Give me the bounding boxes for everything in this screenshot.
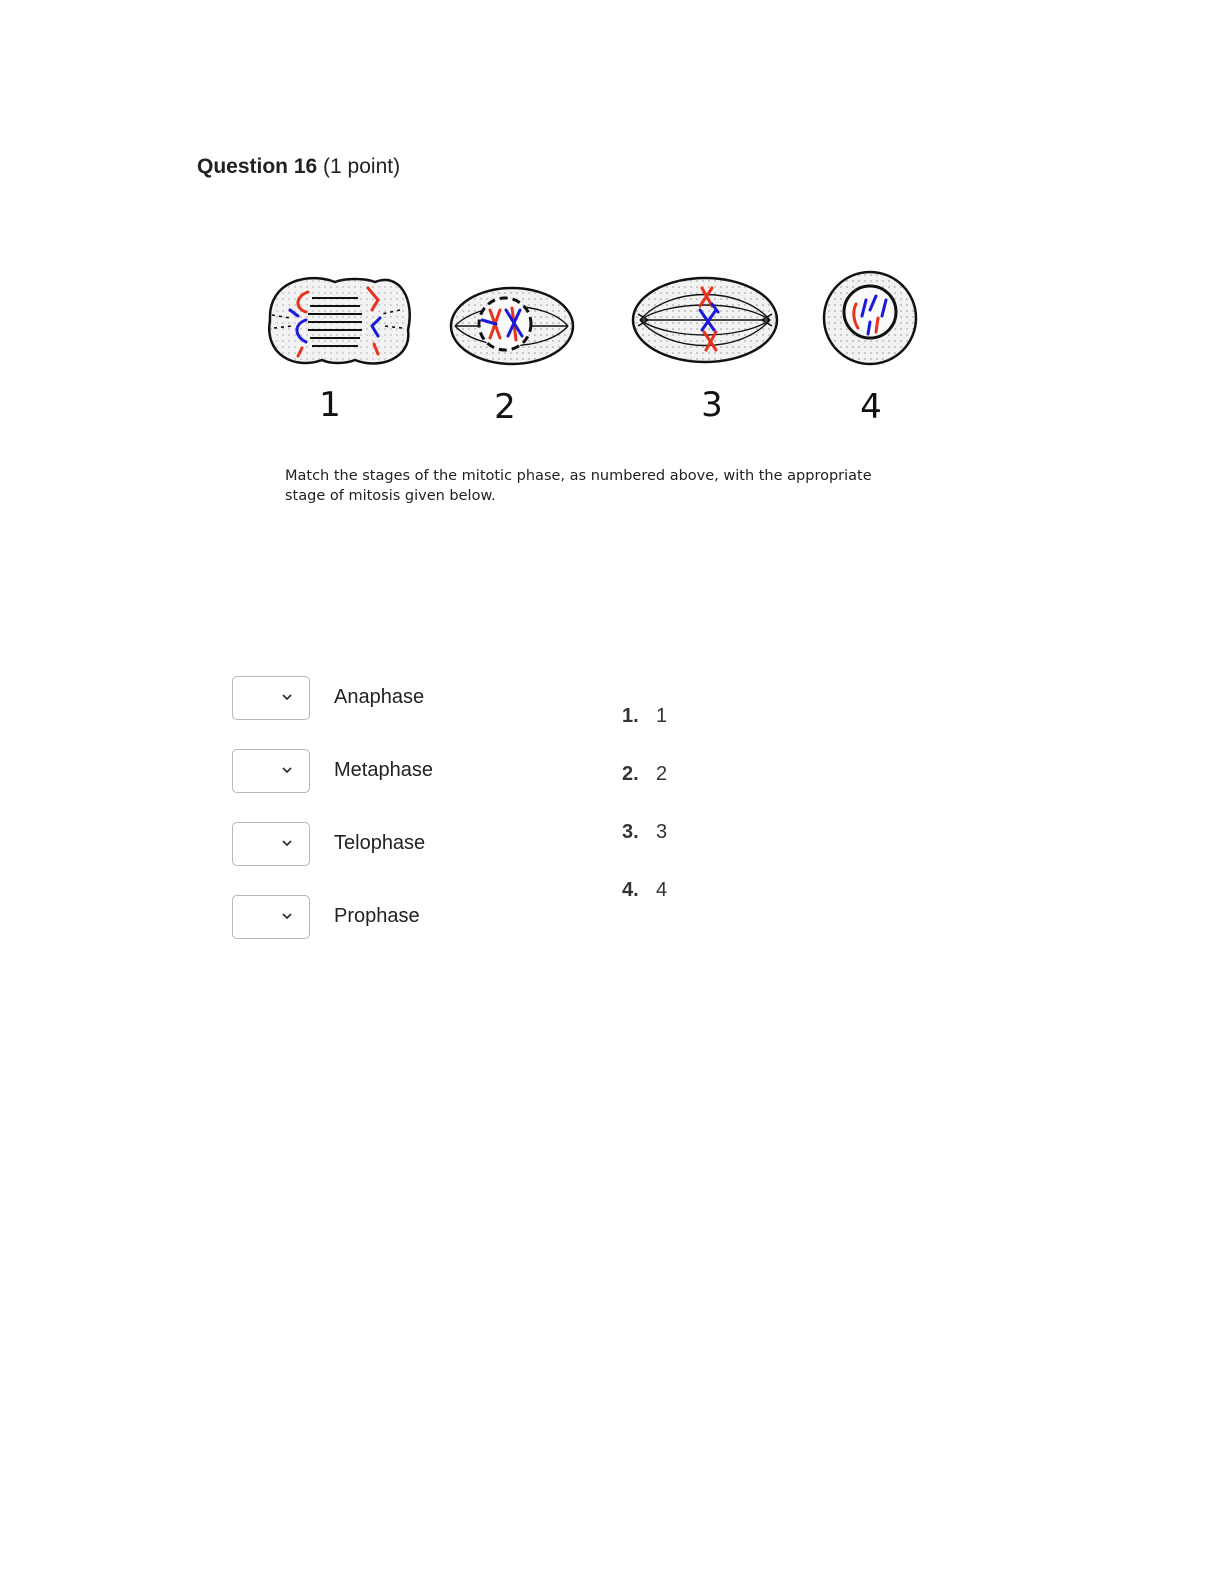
cell-label-2: 2 [494, 387, 516, 427]
match-select-prophase[interactable] [232, 895, 310, 939]
choice-item [622, 879, 667, 902]
match-row-telophase [232, 822, 532, 868]
choice-item [622, 705, 667, 728]
chevron-down-icon [281, 837, 293, 849]
choice-value: 3 [656, 821, 668, 843]
cell-label-3: 3 [701, 385, 723, 425]
match-label: Telophase [334, 832, 426, 854]
choice-number: 2. [622, 763, 639, 785]
match-label: Anaphase [334, 686, 425, 708]
instructions-text: Match the stages of the mitotic phase, as numbered above, with the appropriate stage of mitosis given below. [285, 468, 872, 504]
cell-3-drawing [633, 278, 777, 362]
cell-label-4: 4 [860, 387, 882, 427]
choice-value: 2 [656, 763, 668, 785]
match-row-anaphase [232, 676, 532, 722]
choice-value: 4 [656, 879, 668, 901]
match-row-prophase [232, 895, 532, 941]
mitosis-diagram [250, 260, 940, 435]
match-label: Prophase [334, 905, 420, 927]
cell-4-drawing [824, 272, 916, 364]
chevron-down-icon [281, 910, 293, 922]
match-select-metaphase[interactable] [232, 749, 310, 793]
choice-value: 1 [656, 705, 668, 727]
question-points: (1 point) [323, 155, 401, 178]
choice-number: 3. [622, 821, 639, 843]
cell-2-drawing [451, 288, 573, 364]
question-header [197, 155, 400, 179]
match-select-anaphase[interactable] [232, 676, 310, 720]
choice-number: 4. [622, 879, 639, 901]
cell-1-drawing [269, 278, 409, 363]
cell-label-1: 1 [319, 385, 341, 425]
question-title: Question 16 [197, 155, 318, 178]
chevron-down-icon [281, 764, 293, 776]
choice-number: 1. [622, 705, 639, 727]
match-label: Metaphase [334, 759, 433, 781]
match-row-metaphase [232, 749, 532, 795]
mitosis-figure [250, 260, 940, 435]
choice-item [622, 763, 667, 786]
chevron-down-icon [281, 691, 293, 703]
match-select-telophase[interactable] [232, 822, 310, 866]
choice-item [622, 821, 667, 844]
